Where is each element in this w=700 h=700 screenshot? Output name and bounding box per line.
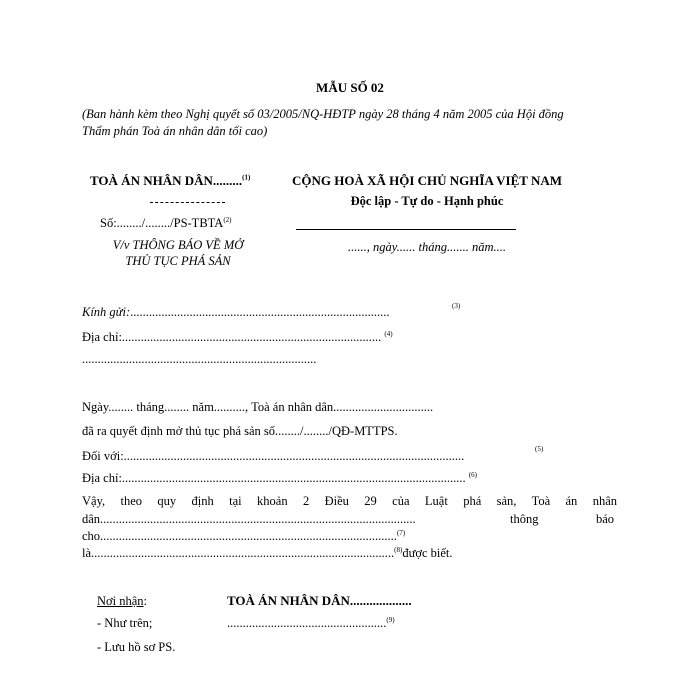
footnote-ref: (6) (468, 470, 477, 479)
footnote-ref: (7) (396, 528, 406, 537)
decision-line-2: đã ra quyết định mở thủ tục phá sản số......../......../QĐ-MTTPS. (82, 424, 398, 438)
footnote-ref: (9) (386, 615, 395, 624)
conclusion-line-1: Vậy, theo quy định tại khoản 2 Điều 29 của Luật phá sản, Toà án nhân (82, 494, 617, 508)
decision-line-1: Ngày........ tháng........ năm.........., Toà án nhân dân................................ (82, 400, 434, 414)
signature-line: ...................................................$^{(9)}$ (227, 615, 395, 630)
conclusion-line-3: cho...............................................................................................$^{(7)}$ (82, 528, 406, 543)
footnote-ref: (8) (394, 545, 403, 554)
conclusion-line-2: dân..................................................................................................... (82, 512, 416, 526)
form-title: MẪU SỐ 02 (316, 80, 384, 95)
footnote-ref: (3) (452, 302, 461, 310)
footnote-ref: (2) (223, 215, 232, 224)
address-line-1-cont: ........................................................................... (82, 352, 317, 366)
subject-line2: THỦ TỤC PHÁ SẢN (125, 254, 231, 268)
recipients-heading: Nơi nhận: (97, 594, 148, 608)
footnote-ref: (5) (535, 445, 544, 453)
nation-motto: Độc lập - Tự do - Hạnh phúc (350, 194, 504, 208)
against-line: Đối với:............................................................................................................. (82, 449, 465, 463)
address-line-2: Địa chỉ:.............................................................................................................. $^{(6)}$ (82, 470, 477, 485)
recipient-item-1: - Như trên; (97, 616, 153, 630)
nation-title: CỘNG HOÀ XÃ HỘI CHỦ NGHĨA VIỆT NAM (291, 173, 563, 188)
motto-underline (296, 229, 516, 230)
conclusion-word-notify: thông (510, 512, 539, 526)
recipient-line: Kính gửi:................................................................................... (82, 305, 390, 319)
footnote-ref: (4) (384, 329, 393, 338)
document-number: Số:......../......../PS-TBTA$^{(2)}$ (100, 215, 232, 230)
court-name: TOÀ ÁN NHÂN DÂN.........$^{(1)}$ (90, 173, 251, 188)
issued-note-line1: (Ban hành kèm theo Nghị quyết số 03/2005/NQ-HĐTP ngày 28 tháng 4 năm 2005 của Hội đồng (82, 107, 564, 121)
conclusion-word-report: báo (596, 512, 615, 526)
issued-note-line2: Thẩm phán Toà án nhân dân tối cao) (82, 124, 268, 138)
court-underline (150, 202, 225, 203)
date-line: ......, ngày...... tháng....... năm.... (348, 240, 506, 254)
address-line-1: Địa chỉ:................................................................................... $^{(4)}$ (82, 329, 393, 344)
recipient-item-2: - Lưu hồ sơ PS. (97, 640, 176, 654)
conclusion-line-4: là.................................................................................................$^{(8)}$được biết. (82, 545, 453, 560)
footnote-ref: (1) (242, 173, 251, 182)
signing-court: TOÀ ÁN NHÂN DÂN................... (227, 593, 412, 608)
subject-line1: V/v THÔNG BÁO VỀ MỞ (112, 238, 244, 252)
